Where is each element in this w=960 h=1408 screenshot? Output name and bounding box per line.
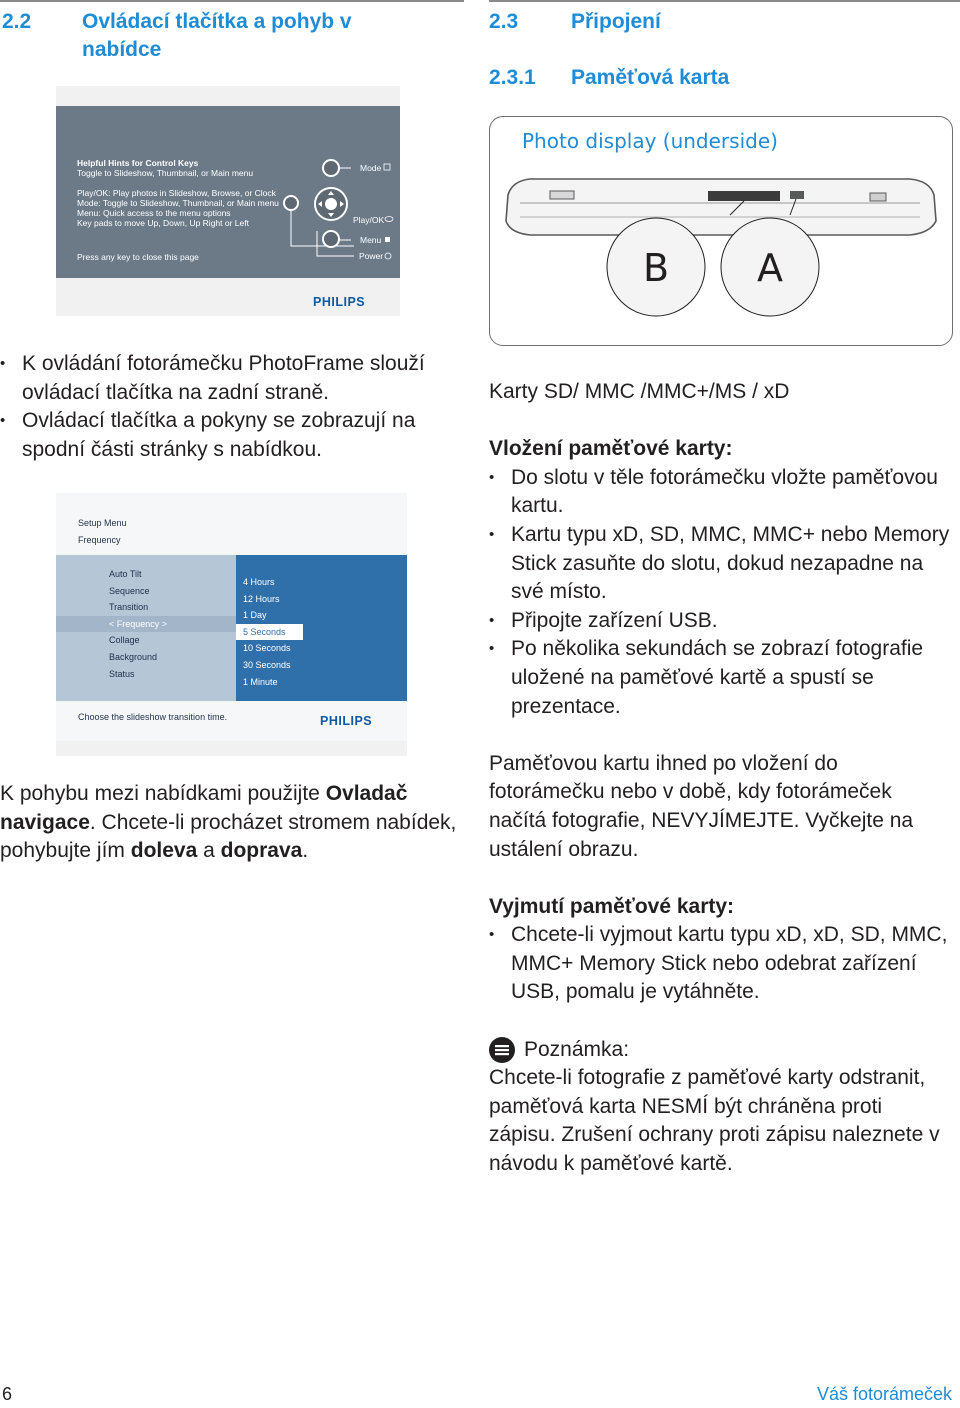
mode-key-icon [384,164,390,170]
list-item: • Po několika sekundách se zobrazí fotografie uložené na paměťové kartě a spustí se prezentace. [489,635,951,721]
insert-steps-list [489,464,951,721]
list-item: • Připojte zařízení USB. [489,607,951,636]
setup-menu-footer [56,701,407,741]
menu-item[interactable]: Auto Tilt [109,569,142,579]
setup-menu-subtitle: Frequency [78,535,121,545]
nav-text-4: . [302,839,309,863]
left-top-rule [0,0,464,2]
power-key-icon [385,253,391,259]
nav-text-3: a [197,839,221,863]
nav-text-2: . Chcete-li procházet stromem nabídek, pohybujte jím [0,810,457,863]
mode-label: Mode [360,163,382,173]
note-text: Chcete-li fotografie z paměťové karty odstranit, paměťová karta NESMÍ být chráněna proti zápisu. Zrušení ochrany proti zápisu naleznete v návodu k paměťové kartě. [489,1066,940,1176]
control-hints-screen [56,106,400,278]
setup-hint-text: Choose the slideshow transition time. [78,712,228,722]
list-item: • K ovládání fotorámečku PhotoFrame slouží ovládací tlačítka na zadní straně. [0,350,470,407]
nav-bold-left: doleva [130,839,198,863]
section-title: Ovládací tlačítka a pohyb v nabídce [82,10,352,61]
hint-line: Key pads to move Up, Down, Up Right or Left [77,218,249,229]
device-underside-drawing [490,117,952,345]
controls-bullet-list [0,350,470,464]
control-keys-diagram [271,106,401,278]
slot-label-b: B [642,246,670,290]
port-icon [870,193,886,201]
right-top-rule [489,0,960,2]
device-underside-figure [489,116,953,346]
slot-label-a: A [757,246,783,290]
subsection-title: Paměťová karta [571,66,730,89]
subsection-number: 2.3.1 [489,66,536,89]
list-item: • Ovládací tlačítka a pokyny se zobrazují na spodní části stránky s nabídkou. [0,407,470,464]
running-title: Váš fotorámeček [816,1384,952,1404]
menu-item[interactable]: Transition [109,602,149,613]
navigation-paragraph [0,780,464,866]
menu-button-icon [323,231,339,247]
list-item: • Do slotu v těle fotorámečku vložte paměťovou kartu. [489,464,951,521]
hint-line: Play/OK: Play photos in Slideshow, Browse, or Clock [77,187,276,198]
hint-line: Helpful Hints for Control Keys [77,158,199,168]
section-number: 2.2 [2,10,32,33]
section-title-right: Připojení [571,10,661,33]
playok-key-icon [385,217,393,222]
hint-line: Toggle to Slideshow, Thumbnail, or Main menu [77,168,254,179]
remove-steps-list [489,921,951,1007]
setup-menu-header [56,493,407,555]
menu-item[interactable]: Sequence [109,585,150,596]
frequency-option[interactable]: 30 Seconds [243,659,291,670]
side-button-icon [284,196,298,210]
menu-item[interactable]: Background [109,651,158,662]
setup-menu-screenshot [56,493,407,756]
frequency-option[interactable]: 10 Seconds [243,643,291,654]
control-keys-screenshot [56,86,400,316]
frequency-option[interactable]: 12 Hours [243,593,280,604]
list-item: • Kartu typu xD, SD, MMC, MMC+ nebo Memory Stick zasuňte do slotu, dokud nezapadne na své místo. [489,521,951,607]
section-number-right: 2.3 [489,10,519,33]
figure-caption: Photo display (underside) [522,129,778,153]
supported-cards: Karty SD/ MMC /MMC+/MS / xD [489,380,790,403]
note-label: Poznámka: [524,1037,630,1061]
frequency-options-list [236,574,407,690]
nav-bold-right: doprava [220,839,303,863]
hint-line: Menu: Quick access to the menu options [77,208,231,219]
setup-menu-list [56,566,236,682]
note-label-row [489,1036,951,1065]
frequency-option[interactable]: 4 Hours [243,577,275,587]
port-icon [708,191,780,201]
menu-label: Menu [360,235,382,245]
insert-heading: Vložení paměťové karty: [489,437,733,461]
removal-warning: Paměťovou kartu ihned po vložení do fotorámečku nebo v době, kdy fotorámeček načítá fotografie, NEVYJÍMEJTE. Vyčkejte na ustálení obrazu. [489,751,914,861]
device-body-outline [506,179,936,235]
menu-item[interactable]: Status [109,668,135,679]
hint-line: Mode: Toggle to Slideshow, Thumbnail, or Main menu [77,197,279,208]
note-icon [489,1037,515,1063]
menu-key-icon [385,237,390,242]
frequency-option[interactable]: 1 Day [243,610,267,621]
remove-heading: Vyjmutí paměťové karty: [489,894,735,918]
port-icon [550,191,574,199]
setup-menu-panel [56,555,407,701]
playok-label: Play/OK [353,215,385,225]
philips-logo: PHILIPS [320,714,373,728]
mode-button-icon [323,160,339,176]
frequency-option-selected[interactable]: 5 Seconds [236,624,303,641]
port-icon [790,191,804,199]
philips-logo: PHILIPS [313,295,366,309]
menu-item[interactable]: Collage [109,635,140,646]
close-hint: Press any key to close this page [77,252,199,262]
page-number: 6 [2,1384,13,1404]
nav-pad-center-icon [325,198,337,210]
list-item: • Chcete-li vyjmout kartu typu xD, xD, SD, MMC, MMC+ Memory Stick nebo odebrat zařízení USB, pomalu je vytáhněte. [489,921,951,1007]
nav-bold-navigator: Ovladač navigace [0,782,408,834]
setup-menu-title: Setup Menu [78,518,127,528]
menu-item-selected[interactable]: < Frequency > [56,616,236,633]
frequency-option[interactable]: 1 Minute [243,676,278,687]
power-label: Power [359,251,384,261]
nav-text-1: K pohybu mezi nabídkami použijte [0,782,326,805]
right-body [489,378,951,1179]
